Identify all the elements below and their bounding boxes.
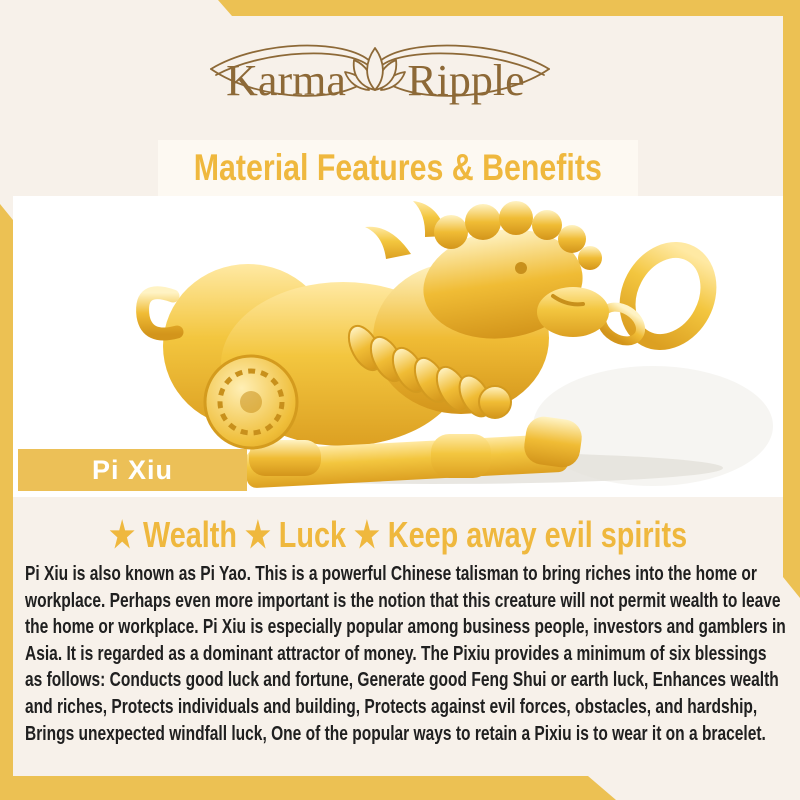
right-gold-band <box>783 0 800 598</box>
pendant-coin <box>205 356 297 448</box>
benefits-heading-text: ★ Wealth ★ Luck ★ Keep away evil spirits <box>109 514 687 555</box>
lotus-icon <box>345 48 405 90</box>
section-banner <box>158 140 638 196</box>
product-label: Pi Xiu <box>91 454 173 485</box>
banner-title: Material Features & Benefits <box>193 147 603 188</box>
top-gold-band <box>218 0 800 16</box>
pendant-bail <box>595 236 724 356</box>
brand-logo <box>205 38 555 110</box>
benefits-heading <box>13 513 783 565</box>
left-gold-strip <box>0 204 13 800</box>
product-label-bar <box>18 449 247 491</box>
benefits-paragraph <box>25 561 787 747</box>
benefits-paragraph-text: Pi Xiu is also known as Pi Yao. This is a powerful Chinese talisman to bring riches into the home or workplace. Perhaps even more important is the notion that this creature will not permit wealth to leave the home or workplace. Pi Xiu is especially popular among business people, investors and gamblers in Asia. It is regarded as a dominant attractor of money. The Pixiu provides a minimum of six blessings as follows: Conducts good luck and fortune, Generate good Feng Shui or earth luck, Enhances wealth and riches, Protects individuals and building, Protects against evil forces, obstacles, and hardship, Brings unexpected windfall luck, One of the popular ways to retain a Pixiu is to wear it on a bracelet. <box>25 562 786 745</box>
logo-word-2: Ripple <box>407 56 525 105</box>
logo-word-1: Karma <box>226 56 346 105</box>
bottom-gold-band <box>0 776 616 800</box>
